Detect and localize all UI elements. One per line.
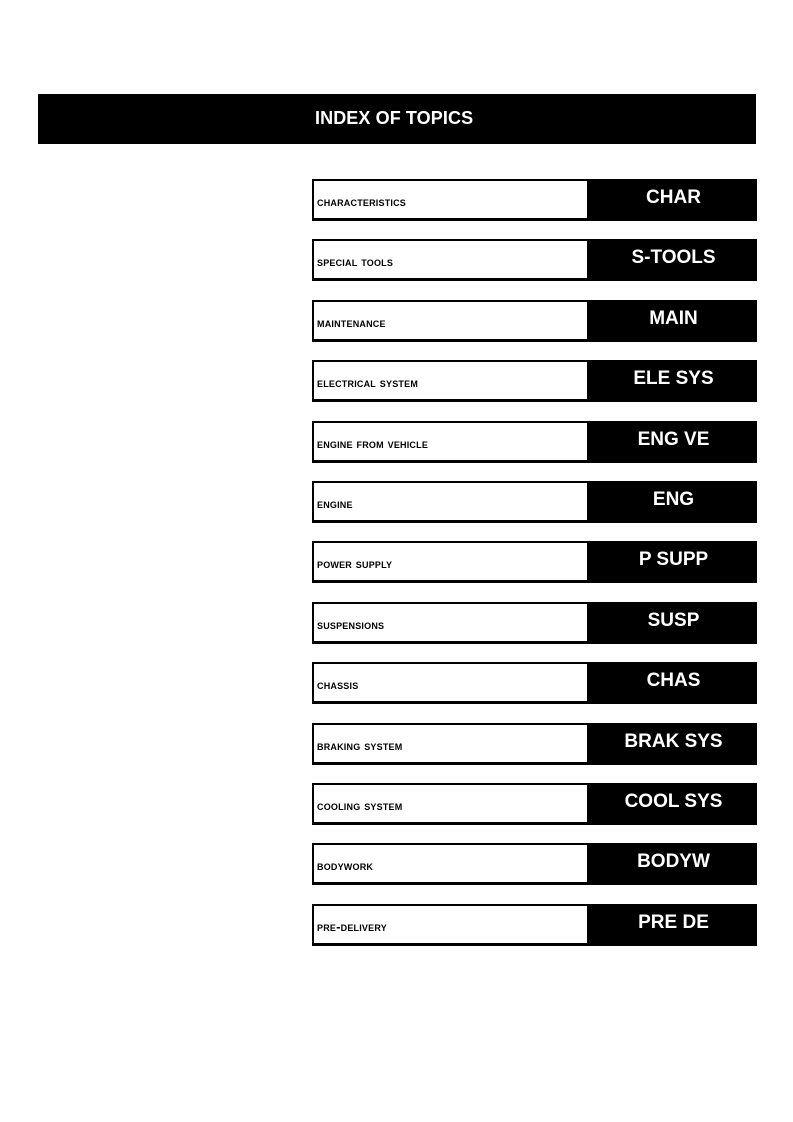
topic-code[interactable]: BRAK SYS (590, 723, 757, 765)
topic-name[interactable]: pre-delivery (312, 904, 590, 946)
topic-code[interactable]: BODYW (590, 843, 757, 885)
header-bar (38, 94, 756, 144)
topic-name[interactable]: power supply (312, 541, 590, 583)
topic-row-special-tools[interactable] (312, 239, 757, 281)
topic-code[interactable]: S-TOOLS (590, 239, 757, 281)
topic-code[interactable]: SUSP (590, 602, 757, 644)
topic-name[interactable]: electrical system (312, 360, 590, 402)
topic-row-engine-from-vehicle[interactable] (312, 421, 757, 463)
topic-row-characteristics[interactable] (312, 179, 757, 221)
topic-name[interactable]: special tools (312, 239, 590, 281)
topic-row-electrical-system[interactable] (312, 360, 757, 402)
topic-code[interactable]: P SUPP (590, 541, 757, 583)
topic-code[interactable]: ENG VE (590, 421, 757, 463)
topic-name[interactable]: engine from vehicle (312, 421, 590, 463)
topic-row-chassis[interactable] (312, 662, 757, 704)
topic-code[interactable]: PRE DE (590, 904, 757, 946)
topic-name[interactable]: bodywork (312, 843, 590, 885)
topic-list (312, 179, 757, 964)
topic-code[interactable]: CHAS (590, 662, 757, 704)
topic-name[interactable]: cooling system (312, 783, 590, 825)
topic-row-maintenance[interactable] (312, 300, 757, 342)
topic-code[interactable]: ENG (590, 481, 757, 523)
topic-code[interactable]: ELE SYS (590, 360, 757, 402)
topic-name[interactable]: engine (312, 481, 590, 523)
topic-name[interactable]: suspensions (312, 602, 590, 644)
topic-name[interactable]: characteristics (312, 179, 590, 221)
topic-name[interactable]: braking system (312, 723, 590, 765)
topic-row-bodywork[interactable] (312, 843, 757, 885)
topic-row-suspensions[interactable] (312, 602, 757, 644)
topic-name[interactable]: maintenance (312, 300, 590, 342)
topic-row-power-supply[interactable] (312, 541, 757, 583)
topic-row-cooling-system[interactable] (312, 783, 757, 825)
topic-code[interactable]: COOL SYS (590, 783, 757, 825)
topic-code[interactable]: MAIN (590, 300, 757, 342)
topic-row-braking-system[interactable] (312, 723, 757, 765)
topic-row-pre-delivery[interactable] (312, 904, 757, 946)
topic-code[interactable]: CHAR (590, 179, 757, 221)
page-title: INDEX OF TOPICS (315, 108, 474, 128)
topic-name[interactable]: chassis (312, 662, 590, 704)
topic-row-engine[interactable] (312, 481, 757, 523)
